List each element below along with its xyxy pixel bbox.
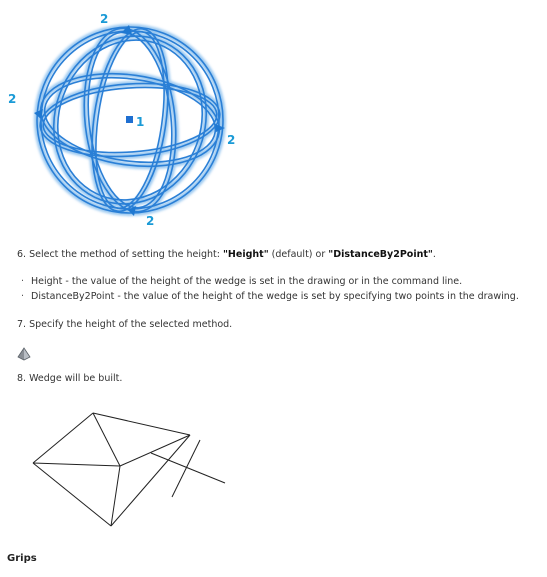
bullet-text: Height - the value of the height of the wedge is set in the drawing or in the command line. xyxy=(31,276,463,287)
step-8-text: 8. Wedge will be built. xyxy=(17,373,123,384)
step-6-prefix: 6. Select the method of setting the height: xyxy=(17,249,223,260)
step-6-text xyxy=(17,248,436,261)
wedge-icon xyxy=(17,346,31,360)
step-6-middle: (default) or xyxy=(268,249,329,260)
base-grip-label: 1 xyxy=(136,115,145,129)
grip-label-right: 2 xyxy=(227,133,236,147)
option-height: "Height" xyxy=(222,249,269,260)
bullet-icon: · xyxy=(21,276,25,287)
step-7-text: 7. Specify the height of the selected method. xyxy=(17,319,233,330)
list-item xyxy=(21,290,519,303)
grips-sphere-figure xyxy=(0,0,260,230)
grip-label-top: 2 xyxy=(100,12,109,26)
base-grip[interactable] xyxy=(126,116,133,123)
bullet-icon: · xyxy=(21,291,25,302)
wedge-diagram xyxy=(25,405,235,535)
grip-label-left: 2 xyxy=(8,92,17,106)
step-6-suffix: . xyxy=(432,249,436,260)
grip-label-bottom: 2 xyxy=(146,214,155,228)
wedge-figure xyxy=(25,405,235,535)
section-heading-grips: Grips xyxy=(7,553,37,564)
sphere-diagram xyxy=(0,0,260,230)
list-item xyxy=(21,275,462,288)
option-distance-by-2-point: "DistanceBy2Point" xyxy=(328,249,433,260)
bullet-text: DistanceBy2Point - the value of the height of the wedge is set by specifying two points in the drawing. xyxy=(31,291,519,302)
